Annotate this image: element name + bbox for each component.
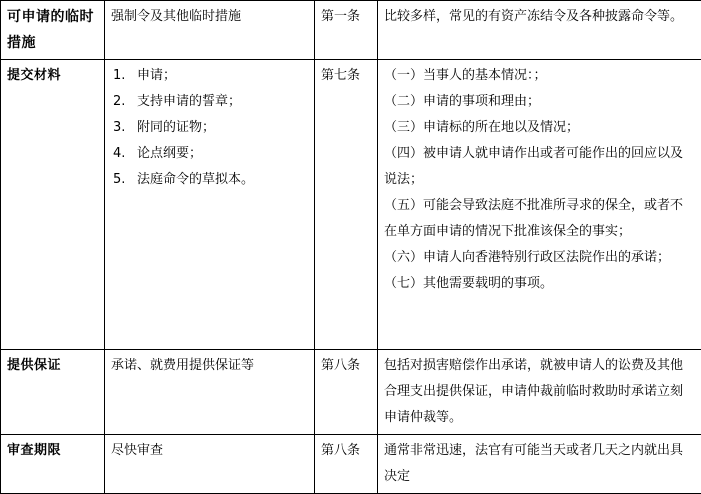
- content-paragraph: （四）被申请人就申请作出或者可能作出的回应以及说法；: [384, 141, 695, 193]
- table-row: [1, 350, 701, 435]
- row-description: 尽快审查: [105, 435, 315, 494]
- list-item: 5. 法庭命令的草拟本。: [111, 167, 308, 193]
- content-cell: [378, 435, 701, 494]
- list-item: 2. 支持申请的誓章；: [111, 89, 308, 115]
- content-paragraph: （一）当事人的基本情况：；: [384, 63, 695, 89]
- content-paragraph: （七）其他需要载明的事项。: [384, 271, 695, 297]
- table-row: [1, 1, 701, 60]
- list-item: 4. 论点纲要；: [111, 141, 308, 167]
- content-paragraph: 包括对损害赔偿作出承诺，就被申请人的讼费及其他合理支出提供保证，申请仲裁前临时救助时承诺立刻申请仲裁等。: [384, 353, 695, 431]
- list-item: 1. 申请；: [111, 63, 308, 89]
- article-cell: 第八条: [315, 435, 378, 494]
- content-paragraph: （五）可能会导致法庭不批准所寻求的保全，或者不在单方面申请的情况下批准该保全的事实；: [384, 193, 695, 245]
- list-item: 3. 附同的证物；: [111, 115, 308, 141]
- article-cell: 第一条: [315, 1, 378, 60]
- content-paragraph: （六）申请人向香港特别行政区法院作出的承诺；: [384, 245, 695, 271]
- row-header-security: 提供保证: [1, 350, 105, 435]
- row-description: 强制令及其他临时措施: [105, 1, 315, 60]
- content-cell: [378, 60, 701, 350]
- content-paragraph: （二）申请的事项和理由；: [384, 89, 695, 115]
- row-header-interim-measures: 可申请的临时措施: [1, 1, 105, 60]
- row-header-materials: 提交材料: [1, 60, 105, 350]
- content-cell: [378, 350, 701, 435]
- content-paragraph: 比较多样，常见的有资产冻结令及各种披露命令等。: [384, 4, 695, 30]
- materials-list: [111, 63, 308, 193]
- article-cell: 第七条: [315, 60, 378, 350]
- article-cell: 第八条: [315, 350, 378, 435]
- content-cell: [378, 1, 701, 60]
- content-paragraph: （三）申请标的所在地以及情况；: [384, 115, 695, 141]
- table-row: [1, 435, 701, 494]
- row-header-review-period: 审查期限: [1, 435, 105, 494]
- content-paragraph: 通常非常迅速，法官有可能当天或者几天之内就出具决定: [384, 438, 695, 490]
- row-description: 承诺、就费用提供保证等: [105, 350, 315, 435]
- materials-list-cell: [105, 60, 315, 350]
- table-row: [1, 60, 701, 350]
